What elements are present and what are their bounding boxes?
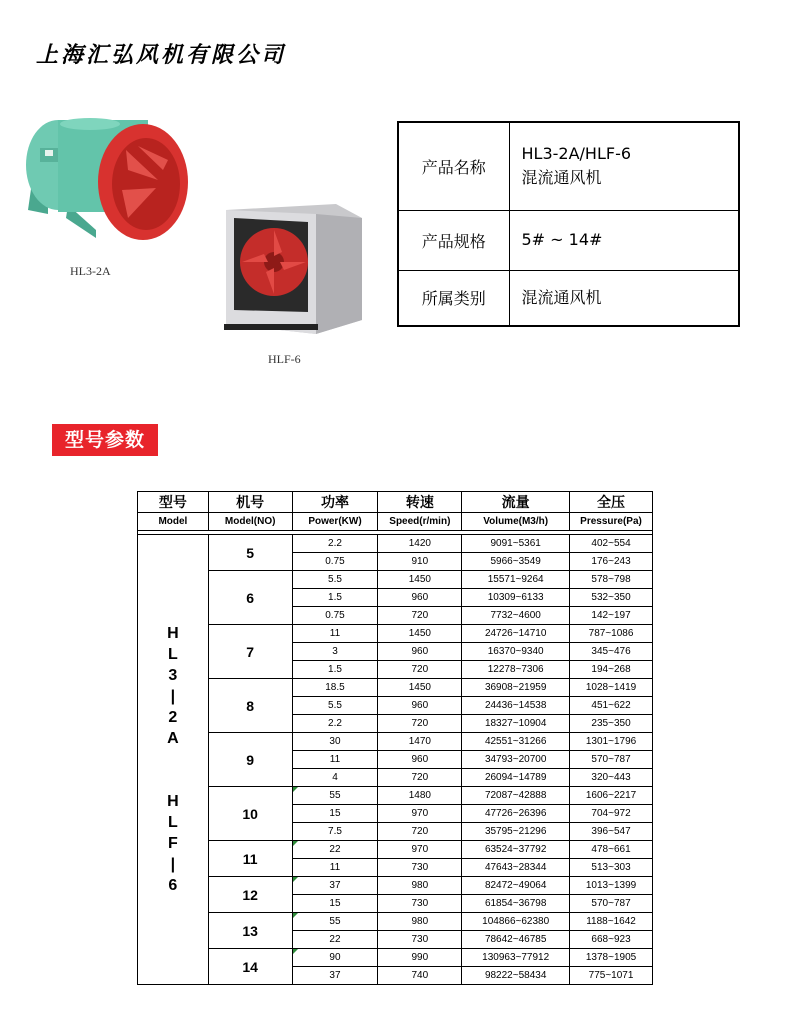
model-no-cell: 10 <box>208 787 292 841</box>
volume-cell: 47643~28344 <box>462 859 570 877</box>
pressure-cell: 704~972 <box>570 805 653 823</box>
speed-cell: 1480 <box>378 787 462 805</box>
model-no-cell: 8 <box>208 679 292 733</box>
power-cell: 0.75 <box>292 553 378 571</box>
speed-cell: 910 <box>378 553 462 571</box>
speed-cell: 730 <box>378 859 462 877</box>
table-row <box>138 841 653 859</box>
pressure-cell: 578~798 <box>570 571 653 589</box>
header-cn: 功率 <box>292 492 378 513</box>
speed-cell: 1450 <box>378 625 462 643</box>
table-row <box>138 949 653 967</box>
model-char: H <box>167 793 179 810</box>
header-cn: 流量 <box>462 492 570 513</box>
model-char: 2 <box>168 709 178 726</box>
header-en: Volume(M3/h) <box>462 513 570 531</box>
volume-cell: 98222~58434 <box>462 967 570 985</box>
product-spec-label: 产品规格 <box>398 210 509 270</box>
pressure-cell: 320~443 <box>570 769 653 787</box>
model-char: L <box>167 646 178 663</box>
pressure-cell: 396~547 <box>570 823 653 841</box>
power-cell: 18.5 <box>292 679 378 697</box>
volume-cell: 72087~42888 <box>462 787 570 805</box>
pressure-cell: 345~476 <box>570 643 653 661</box>
power-cell: 55 <box>292 913 378 931</box>
pressure-cell: 402~554 <box>570 535 653 553</box>
volume-cell: 34793~20700 <box>462 751 570 769</box>
pressure-cell: 570~787 <box>570 895 653 913</box>
pressure-cell: 194~268 <box>570 661 653 679</box>
power-cell: 5.5 <box>292 697 378 715</box>
model-no-cell: 5 <box>208 535 292 571</box>
header-cn: 转速 <box>378 492 462 513</box>
pressure-cell: 775~1071 <box>570 967 653 985</box>
volume-cell: 78642~46785 <box>462 931 570 949</box>
pressure-cell: 176~243 <box>570 553 653 571</box>
power-cell: 11 <box>292 751 378 769</box>
company-name: 上海汇弘风机有限公司 <box>36 42 287 68</box>
model-char <box>138 770 208 791</box>
pressure-cell: 1028~1419 <box>570 679 653 697</box>
product-category-value: 混流通风机 <box>509 270 739 326</box>
volume-cell: 26094~14789 <box>462 769 570 787</box>
speed-cell: 720 <box>378 661 462 679</box>
pressure-cell: 142~197 <box>570 607 653 625</box>
header-en: Pressure(Pa) <box>570 513 653 531</box>
volume-cell: 130963~77912 <box>462 949 570 967</box>
product-info-table <box>397 121 740 327</box>
product-model: HL3-2A/HLF-6 <box>521 144 632 164</box>
section-title: 型号参数 <box>52 424 158 456</box>
volume-cell: 5966~3549 <box>462 553 570 571</box>
power-cell: 2.2 <box>292 715 378 733</box>
volume-cell: 18327~10904 <box>462 715 570 733</box>
volume-cell: 16370~9340 <box>462 643 570 661</box>
pressure-cell: 1188~1642 <box>570 913 653 931</box>
power-cell: 11 <box>292 859 378 877</box>
model-char: H <box>167 625 179 642</box>
power-cell: 37 <box>292 877 378 895</box>
speed-cell: 970 <box>378 805 462 823</box>
hl3-2a-fan-image <box>18 110 193 245</box>
table-row <box>138 625 653 643</box>
volume-cell: 24726~14710 <box>462 625 570 643</box>
pressure-cell: 235~350 <box>570 715 653 733</box>
power-cell: 0.75 <box>292 607 378 625</box>
speed-cell: 960 <box>378 643 462 661</box>
speed-cell: 1450 <box>378 571 462 589</box>
power-cell: 5.5 <box>292 571 378 589</box>
volume-cell: 47726~26396 <box>462 805 570 823</box>
pressure-cell: 478~661 <box>570 841 653 859</box>
power-cell: 3 <box>292 643 378 661</box>
product-spec-value: 5# ~ 14# <box>509 210 739 270</box>
product-name-label: 产品名称 <box>398 122 509 210</box>
power-cell: 55 <box>292 787 378 805</box>
power-cell: 90 <box>292 949 378 967</box>
volume-cell: 36908~21959 <box>462 679 570 697</box>
speed-cell: 980 <box>378 877 462 895</box>
speed-cell: 960 <box>378 751 462 769</box>
model-char: | <box>170 688 176 705</box>
table-row <box>138 679 653 697</box>
volume-cell: 63524~37792 <box>462 841 570 859</box>
pressure-cell: 1301~1796 <box>570 733 653 751</box>
model-no-cell: 13 <box>208 913 292 949</box>
volume-cell: 15571~9264 <box>462 571 570 589</box>
header-en: Model(NO) <box>208 513 292 531</box>
power-cell: 22 <box>292 841 378 859</box>
power-cell: 37 <box>292 967 378 985</box>
speed-cell: 1450 <box>378 679 462 697</box>
table-row <box>138 535 653 553</box>
volume-cell: 9091~5361 <box>462 535 570 553</box>
pressure-cell: 668~923 <box>570 931 653 949</box>
hlf-6-caption: HLF-6 <box>268 352 301 366</box>
pressure-cell: 1606~2217 <box>570 787 653 805</box>
product-type: 混流通风机 <box>521 168 602 188</box>
table-row <box>138 733 653 751</box>
speed-cell: 730 <box>378 931 462 949</box>
model-no-cell: 9 <box>208 733 292 787</box>
table-row <box>138 913 653 931</box>
table-row <box>138 787 653 805</box>
volume-cell: 24436~14538 <box>462 697 570 715</box>
pressure-cell: 451~622 <box>570 697 653 715</box>
power-cell: 2.2 <box>292 535 378 553</box>
pressure-cell: 787~1086 <box>570 625 653 643</box>
header-cn: 全压 <box>570 492 653 513</box>
header-cn: 机号 <box>208 492 292 513</box>
speed-cell: 720 <box>378 769 462 787</box>
speed-cell: 720 <box>378 823 462 841</box>
table-row <box>138 571 653 589</box>
hlf-6-fan-image <box>216 200 366 335</box>
pressure-cell: 532~350 <box>570 589 653 607</box>
speed-cell: 970 <box>378 841 462 859</box>
model-no-cell: 12 <box>208 877 292 913</box>
power-cell: 30 <box>292 733 378 751</box>
power-cell: 15 <box>292 895 378 913</box>
power-cell: 1.5 <box>292 661 378 679</box>
model-no-cell: 11 <box>208 841 292 877</box>
pressure-cell: 1013~1399 <box>570 877 653 895</box>
volume-cell: 10309~6133 <box>462 589 570 607</box>
model-char: A <box>167 730 179 747</box>
speed-cell: 740 <box>378 967 462 985</box>
header-en: Model <box>138 513 209 531</box>
power-cell: 1.5 <box>292 589 378 607</box>
volume-cell: 82472~49064 <box>462 877 570 895</box>
model-char <box>138 749 208 770</box>
volume-cell: 42551~31266 <box>462 733 570 751</box>
speed-cell: 960 <box>378 589 462 607</box>
speed-cell: 1470 <box>378 733 462 751</box>
power-cell: 22 <box>292 931 378 949</box>
hl3-2a-caption: HL3-2A <box>70 264 111 278</box>
model-char: L <box>167 814 178 831</box>
speed-cell: 960 <box>378 697 462 715</box>
model-cell <box>138 535 209 985</box>
volume-cell: 104866~62380 <box>462 913 570 931</box>
speed-cell: 720 <box>378 607 462 625</box>
header-en: Power(KW) <box>292 513 378 531</box>
speed-cell: 730 <box>378 895 462 913</box>
speed-cell: 1420 <box>378 535 462 553</box>
power-cell: 4 <box>292 769 378 787</box>
product-name-value <box>509 122 739 210</box>
speed-cell: 980 <box>378 913 462 931</box>
volume-cell: 61854~36798 <box>462 895 570 913</box>
pressure-cell: 513~303 <box>570 859 653 877</box>
power-cell: 7.5 <box>292 823 378 841</box>
model-no-cell: 6 <box>208 571 292 625</box>
model-no-cell: 14 <box>208 949 292 985</box>
volume-cell: 35795~21296 <box>462 823 570 841</box>
product-category-label: 所属类别 <box>398 270 509 326</box>
pressure-cell: 570~787 <box>570 751 653 769</box>
speed-cell: 720 <box>378 715 462 733</box>
speed-cell: 990 <box>378 949 462 967</box>
model-char: 6 <box>168 877 178 894</box>
model-char: F <box>167 835 178 852</box>
model-no-cell: 7 <box>208 625 292 679</box>
model-char: 3 <box>168 667 178 684</box>
pressure-cell: 1378~1905 <box>570 949 653 967</box>
volume-cell: 7732~4600 <box>462 607 570 625</box>
table-row <box>138 877 653 895</box>
power-cell: 11 <box>292 625 378 643</box>
spec-table <box>137 491 653 985</box>
model-char: | <box>170 856 176 873</box>
volume-cell: 12278~7306 <box>462 661 570 679</box>
header-en: Speed(r/min) <box>378 513 462 531</box>
power-cell: 15 <box>292 805 378 823</box>
header-cn: 型号 <box>138 492 209 513</box>
